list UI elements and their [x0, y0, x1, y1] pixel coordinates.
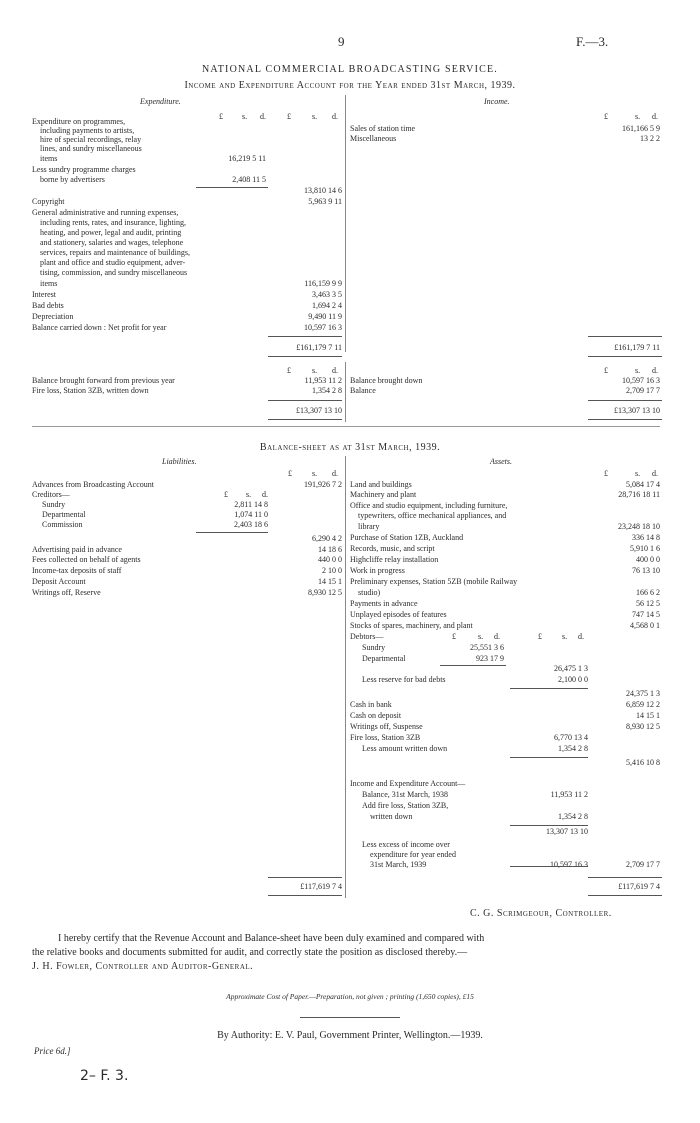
general-line-3: and stationery, salaries and wages, telephone	[40, 238, 184, 247]
footer-rule	[300, 1017, 400, 1018]
depreciation-amount: 9,490 11 9	[308, 312, 342, 321]
cert-line-1: the relative books and documents submitted for audit, and correctly state the position as disclosed thereby.—	[32, 947, 468, 958]
asset-total-rule2	[588, 895, 662, 896]
income-tax-amount: 2 10 0	[322, 566, 342, 575]
cash-deposit-amount: 14 15 1	[636, 711, 660, 720]
cash-bank-label: Cash in bank	[350, 700, 392, 709]
liab-head-pound: £	[288, 469, 292, 478]
inc2-rule2	[588, 419, 662, 420]
inc-head-s: s.	[635, 112, 641, 121]
advances-label: Advances from Broadcasting Account	[32, 480, 154, 489]
general-line-1: including rents, rates, and insurance, lighting,	[40, 218, 186, 227]
series-code: F.—3.	[576, 34, 609, 49]
adv-paid-amount: 14 18 6	[318, 545, 342, 554]
prog-line-1: including payments to artists,	[40, 126, 135, 135]
machinery-amount: 28,716 18 11	[618, 490, 660, 499]
deb-sundry-amount: 25,551 3 6	[470, 643, 504, 652]
inc-head-d: d.	[652, 112, 658, 121]
fire-less-amount: 1,354 2 8	[558, 744, 588, 753]
bad-debts-label: Bad debts	[32, 301, 64, 310]
bd-label: Balance brought down	[350, 376, 423, 385]
cred-sundry-label: Sundry	[42, 500, 66, 509]
copyright-label: Copyright	[32, 197, 65, 206]
exp-head-d2: d.	[332, 112, 338, 121]
general-line-0: General administrative and running expenses,	[32, 208, 179, 217]
liab-head-s: s.	[312, 469, 318, 478]
fees-amount: 440 0 0	[318, 555, 342, 564]
expenditure-heading: Expenditure.	[140, 97, 181, 106]
highcliffe-amount: 400 0 0	[636, 555, 660, 564]
ie-sum-rule	[510, 825, 588, 826]
prelim-amount: 166 6 2	[636, 588, 660, 597]
exp2-head-pound: £	[287, 366, 291, 375]
bad-reserve-label: Less reserve for bad debts	[362, 675, 446, 684]
authority: By Authority: E. V. Paul, Government Printer, Wellington.—1939.	[217, 1030, 483, 1041]
inc-head-pound: £	[604, 112, 608, 121]
cred-comm-amount: 2,403 18 6	[234, 520, 268, 529]
sales-amount: 161,166 5 9	[622, 124, 660, 133]
inc2-head-pound: £	[604, 366, 608, 375]
exp-head-d1: d.	[260, 112, 266, 121]
stocks-label: Stocks of spares, machinery, and plant	[350, 621, 473, 630]
records-label: Records, music, and script	[350, 544, 435, 553]
office-amount: 23,248 18 10	[618, 522, 660, 531]
deb-net: 24,375 1 3	[626, 689, 660, 698]
asset-total-rule	[588, 877, 662, 878]
balance-label: Balance	[350, 386, 376, 395]
deb-head-pound1: £	[452, 632, 456, 641]
suspense-label: Writings off, Suspense	[350, 722, 423, 731]
ie-less-line-0: Less excess of income over	[362, 840, 450, 849]
prog-line-3: lines, and sundry miscellaneous	[40, 144, 142, 153]
exp2-rule	[268, 400, 342, 401]
ie-less-amount: 10,597 16 3	[550, 860, 588, 869]
office-line-2: library	[358, 522, 380, 531]
section-divider	[32, 426, 660, 427]
signature: C. G. Scrimgeour, Controller.	[470, 908, 612, 919]
cred-sundry-amount: 2,811 14 8	[234, 500, 268, 509]
prog-line-4: items	[40, 154, 58, 163]
office-line-1: typewriters, office mechanical appliances, and	[358, 511, 507, 520]
exp-total-rule2	[268, 356, 342, 357]
column-divider	[345, 95, 346, 352]
highcliffe-label: Highcliffe relay installation	[350, 555, 439, 564]
payments-adv-label: Payments in advance	[350, 599, 418, 608]
ie-label: Income and Expenditure Account—	[350, 779, 466, 788]
liab-total: £117,619 7 4	[300, 882, 342, 891]
fees-label: Fees collected on behalf of agents	[32, 555, 141, 564]
inc-total: £161,179 7 11	[614, 343, 660, 352]
asset-head-d: d.	[652, 469, 658, 478]
ie-add-line-0: Add fire loss, Station 3ZB,	[362, 801, 449, 810]
ie-less-line-1: expenditure for year ended	[370, 850, 456, 859]
ie-sum: 13,307 13 10	[546, 827, 588, 836]
exp2-rule2	[268, 419, 342, 420]
general-line-5: plant and office and studio equipment, adver-	[40, 258, 186, 267]
general-line-7: items	[40, 279, 58, 288]
certification	[32, 932, 672, 974]
fire-wd-amount: 1,354 2 8	[312, 386, 342, 395]
deb-head-d2: d.	[578, 632, 584, 641]
cred-head-d: d.	[262, 490, 268, 499]
bs-title: Balance-sheet as at 31st March, 1939.	[259, 442, 441, 453]
liabilities-heading: Liabilities.	[162, 457, 197, 466]
general-line-4: services, repairs and maintenance of buildings,	[40, 248, 190, 257]
exp-total-rule	[268, 336, 342, 337]
exp-head-s2: s.	[312, 112, 318, 121]
cred-rule	[196, 532, 268, 533]
reserve-amount: 8,930 12 5	[308, 588, 342, 597]
exp-total: £161,179 7 11	[296, 343, 342, 352]
exp2-total: £13,307 13 10	[296, 406, 342, 415]
balance-amount: 2,709 17 7	[626, 386, 660, 395]
ie-add-line-1: written down	[370, 812, 413, 821]
office-line-0: Office and studio equipment, including furniture,	[350, 501, 508, 510]
ie-net: 2,709 17 7	[626, 860, 660, 869]
copyright-amount: 5,963 9 11	[308, 197, 342, 206]
fire-amount: 6,770 13 4	[554, 733, 588, 742]
deb-dept-amount: 923 17 9	[476, 654, 504, 663]
deb-head-s2: s.	[562, 632, 568, 641]
suspense-amount: 8,930 12 5	[626, 722, 660, 731]
general-line-2: heating, and power, legal and audit, printing	[40, 228, 182, 237]
net-profit-label: Balance carried down : Net profit for year	[32, 323, 167, 332]
net-prog-amount: 13,810 14 6	[304, 186, 342, 195]
ie-title: Income and Expenditure Account for the Year ended 31st March, 1939.	[184, 80, 516, 91]
land-label: Land and buildings	[350, 480, 412, 489]
deb-sundry-label: Sundry	[362, 643, 386, 652]
exp2-head-d: d.	[332, 366, 338, 375]
liab-total-rule2	[268, 895, 342, 896]
misc-amount: 13 2 2	[640, 134, 660, 143]
adv-paid-label: Advertising paid in advance	[32, 545, 122, 554]
asset-total: £117,619 7 4	[618, 882, 660, 891]
cash-bank-amount: 6,859 12 2	[626, 700, 660, 709]
bs-column-divider	[345, 456, 346, 898]
price: Price 6d.]	[34, 1046, 71, 1056]
cert-line-2: J. H. Fowler, Controller and Auditor-General.	[32, 961, 254, 972]
inc2-head-d: d.	[652, 366, 658, 375]
interest-amount: 3,463 3 5	[312, 290, 342, 299]
stocks-amount: 4,568 0 1	[630, 621, 660, 630]
wip-label: Work in progress	[350, 566, 405, 575]
land-amount: 5,084 17 4	[626, 480, 660, 489]
exp-head-s1: s.	[242, 112, 248, 121]
purchase-1zb-amount: 336 14 8	[632, 533, 660, 542]
depreciation-label: Depreciation	[32, 312, 74, 321]
cred-comm-label: Commission	[42, 520, 83, 529]
assets-heading: Assets.	[490, 457, 512, 466]
sales-label: Sales of station time	[350, 124, 416, 133]
inc2-head-s: s.	[635, 366, 641, 375]
cred-dept-label: Departmental	[42, 510, 86, 519]
column-divider-lower	[345, 362, 346, 422]
interest-label: Interest	[32, 290, 56, 299]
handwritten-annotation: 2– F. 3.	[80, 1068, 129, 1084]
income-tax-label: Income-tax deposits of staff	[32, 566, 122, 575]
deb-rule	[440, 665, 506, 666]
cred-head-s: s.	[246, 490, 252, 499]
bf-amount: 11,953 11 2	[304, 376, 342, 385]
inc2-total: £13,307 13 10	[614, 406, 660, 415]
exp-head-pound1: £	[219, 112, 223, 121]
deb-head-s1: s.	[478, 632, 484, 641]
cost-note: Approximate Cost of Paper.—Preparation, not given ; printing (1,650 copies), £15	[226, 992, 474, 1001]
deb-dept-label: Departmental	[362, 654, 406, 663]
inc-total-rule2	[588, 356, 662, 357]
records-amount: 5,910 1 6	[630, 544, 660, 553]
cred-head-pound: £	[224, 490, 228, 499]
deb-head-d1: d.	[494, 632, 500, 641]
asset-head-s: s.	[635, 469, 641, 478]
prog-line-0: Expenditure on programmes,	[32, 117, 126, 126]
machinery-label: Machinery and plant	[350, 490, 417, 499]
advances-amount: 191,926 7 2	[304, 480, 342, 489]
deb-sum: 26,475 1 3	[554, 664, 588, 673]
general-amount: 116,159 9 9	[304, 279, 342, 288]
asset-head-pound: £	[604, 469, 608, 478]
inc-total-rule	[588, 336, 662, 337]
fire-wd-label: Fire loss, Station 3ZB, written down	[32, 386, 149, 395]
deposit-label: Deposit Account	[32, 577, 86, 586]
less-line-1: borne by advertisers	[40, 175, 105, 184]
bad-reserve-amount: 2,100 0 0	[558, 675, 588, 684]
ie-balance-amount: 11,953 11 2	[550, 790, 588, 799]
bf-label: Balance brought forward from previous year	[32, 376, 175, 385]
liab-total-rule	[268, 877, 342, 878]
cash-deposit-label: Cash on deposit	[350, 711, 402, 720]
ie-add-amount: 1,354 2 8	[558, 812, 588, 821]
unplayed-label: Unplayed episodes of features	[350, 610, 447, 619]
less-line-0: Less sundry programme charges	[32, 165, 136, 174]
creditors-total: 6,290 4 2	[312, 534, 342, 543]
cred-dept-amount: 1,074 11 0	[234, 510, 268, 519]
less-amount: 2,408 11 5	[232, 175, 266, 184]
page-number: 9	[338, 34, 345, 49]
debtors-label: Debtors—	[350, 632, 384, 641]
deposit-amount: 14 15 1	[318, 577, 342, 586]
wip-amount: 76 13 10	[632, 566, 660, 575]
general-line-6: tising, commission, and sundry miscellaneous	[40, 268, 188, 277]
bd-amount: 10,597 16 3	[622, 376, 660, 385]
exp2-head-s: s.	[312, 366, 318, 375]
doc-title: NATIONAL COMMERCIAL BROADCASTING SERVICE.	[202, 64, 498, 75]
creditors-label: Creditors—	[32, 490, 70, 499]
purchase-1zb-label: Purchase of Station 1ZB, Auckland	[350, 533, 464, 542]
prelim-line-0: Preliminary expenses, Station 5ZB (mobile Railway	[350, 577, 518, 586]
payments-adv-amount: 56 12 5	[636, 599, 660, 608]
ie-balance-label: Balance, 31st March, 1938	[362, 790, 448, 799]
net-profit-amount: 10,597 16 3	[304, 323, 342, 332]
prog-line-2: hire of special recordings, relay	[40, 135, 142, 144]
liab-head-d: d.	[332, 469, 338, 478]
misc-label: Miscellaneous	[350, 134, 397, 143]
fire-net: 5,416 10 8	[626, 758, 660, 767]
bad-debts-amount: 1,694 2 4	[312, 301, 342, 310]
prelim-line-1: studio)	[358, 588, 381, 597]
income-heading: Income.	[484, 97, 510, 106]
ie-less-line-2: 31st March, 1939	[370, 860, 427, 869]
inc2-rule	[588, 400, 662, 401]
prog-amount: 16,219 5 11	[228, 154, 266, 163]
exp-head-pound2: £	[287, 112, 291, 121]
cert-line-0: I hereby certify that the Revenue Account and Balance-sheet have been duly examined and compared with	[58, 933, 485, 944]
unplayed-amount: 747 14 5	[632, 610, 660, 619]
deb-head-pound2: £	[538, 632, 542, 641]
reserve-label: Writings off, Reserve	[32, 588, 101, 597]
fire-less-label: Less amount written down	[362, 744, 448, 753]
fire-label: Fire loss, Station 3ZB	[350, 733, 421, 742]
